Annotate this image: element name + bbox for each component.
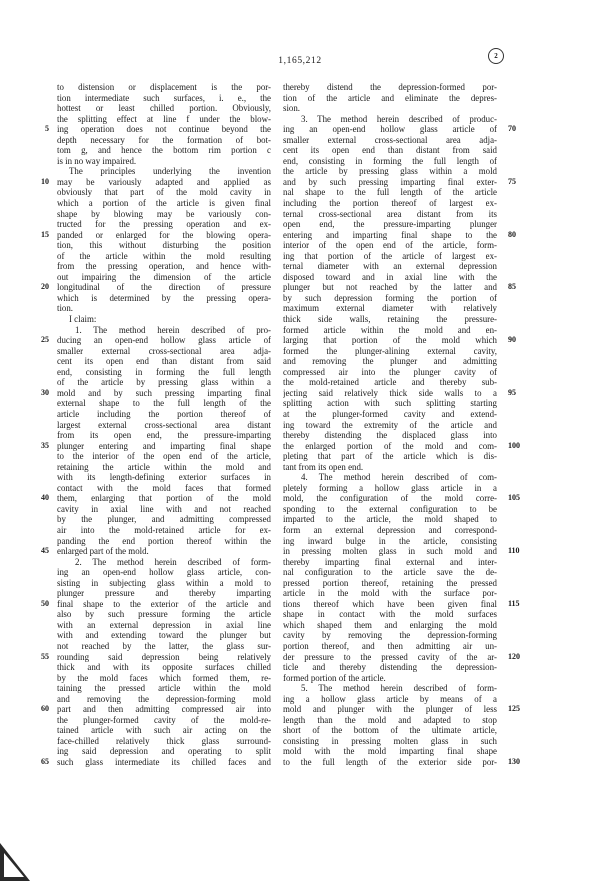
text-line: I claim:: [69, 314, 97, 325]
text-line: nal shape to the full length of the article: [283, 187, 497, 198]
text-line: is in no way impaired.: [57, 155, 137, 166]
text-line: ing a hollow glass article by means of a: [283, 693, 497, 704]
text-line: 3. The method herein described of produc-: [301, 113, 497, 124]
text-line: ing said depression and operating to split: [57, 746, 271, 757]
text-line: sponding to the external configuration to be: [283, 503, 497, 514]
text-line: tion.: [57, 303, 74, 314]
line-number: 20: [41, 282, 49, 292]
text-line: article in the mold with the surface por-: [283, 588, 497, 599]
line-number: 100: [508, 440, 520, 450]
text-line: length than the mold and adapted to stop: [283, 714, 497, 725]
text-line: tions thereof which have been given final: [283, 598, 497, 609]
text-line: open end, the pressure-imparting plunger: [283, 219, 497, 230]
line-number: 45: [41, 546, 49, 556]
text-line: plunger pressure and thereby imparting: [57, 588, 271, 599]
text-line: jecting said relatively thick side walls to a: [283, 387, 497, 398]
text-line: tructed for the pressing operation and ex-: [57, 219, 271, 230]
text-line: shape by blowing may be variously con-: [57, 208, 271, 219]
text-line: form an external depression and correspond-: [283, 524, 497, 535]
text-line: may be variously adapted and applied as: [57, 176, 271, 187]
text-line: which is determined by the pressing opera-: [57, 292, 271, 303]
text-line: pressed portion thereof, retaining the pressed: [283, 577, 497, 588]
text-line: by such depression forming the portion of: [283, 292, 497, 303]
corner-mark-icon: [0, 843, 30, 881]
text-line: splitting action with such splitting starting: [283, 398, 497, 409]
text-line: ternal diameter with an external depression: [283, 261, 497, 272]
text-line: enlarged part of the mold.: [57, 546, 149, 557]
text-line: thick side walls, retaining the pressure-: [283, 314, 497, 325]
text-line: tained article with such air acting on the: [57, 725, 271, 736]
text-line: thereby imparting final external and inter-: [283, 556, 497, 567]
line-number: 105: [508, 493, 520, 503]
text-line: disposed toward and in axial line with the: [283, 271, 497, 282]
text-line: out impairing the dimension of the article: [57, 271, 271, 282]
text-line: maximum external diameter with relatively: [283, 303, 497, 314]
text-line: ing inward bulge in the article, consisting: [283, 535, 497, 546]
right-text-column: [283, 82, 497, 768]
text-line: thereby distend the depression-formed por-: [283, 82, 497, 92]
text-line: 4. The method herein described of com-: [301, 472, 497, 483]
patent-number: 1,165,212: [278, 56, 322, 66]
text-line: end, consisting in forming the full length: [57, 366, 271, 377]
text-line: which a portion of the article is given final: [57, 198, 271, 209]
text-line: formed the plunger-alining external cavity,: [283, 345, 497, 356]
text-line: and removing the plunger and admitting: [283, 356, 497, 367]
text-line: ing that portion of the article of largest ex-: [283, 250, 497, 261]
text-line: contact with the mold faces that formed: [57, 482, 271, 493]
line-number: 35: [41, 440, 49, 450]
line-number: 60: [41, 704, 49, 714]
line-number: 10: [41, 176, 49, 186]
text-line: thereby distending the displaced glass into: [283, 430, 497, 441]
line-number: 40: [41, 493, 49, 503]
text-line: taining the pressed article within the mold: [57, 683, 271, 694]
text-line: largest external cross-sectional area distant: [57, 419, 271, 430]
text-line: cent its open end than distant from said: [57, 356, 271, 367]
text-line: the plunger-formed cavity of the mold-re-: [57, 714, 271, 725]
text-line: nal configuration to the article save the de-: [283, 567, 497, 578]
text-line: portion thereof, and then admitting air un-: [283, 640, 497, 651]
text-line: from its open end, the pressure-imparting: [57, 430, 271, 441]
text-line: pleting that part of the article which is dis-: [283, 451, 497, 462]
text-line: entering and imparting final shape to the: [283, 229, 497, 240]
line-number: 25: [41, 335, 49, 345]
text-line: compressed air into the plunger cavity of: [283, 366, 497, 377]
text-line: with and extending toward the plunger but: [57, 630, 271, 641]
text-line: by the plunger, and admitting compressed: [57, 514, 271, 525]
text-line: ing an open-end hollow glass article of: [283, 124, 497, 135]
line-number: 125: [508, 704, 520, 714]
line-number: 80: [508, 229, 516, 239]
line-number: 5: [45, 124, 49, 134]
text-line: der pressure to the pressed cavity of the ar-: [283, 651, 497, 662]
text-line: them, enlarging that portion of the mold: [57, 493, 271, 504]
text-line: in pressing molten glass in such mold and: [283, 546, 497, 557]
line-number: 15: [41, 229, 49, 239]
text-line: longitudinal of the direction of pressure: [57, 282, 271, 293]
text-line: cent its open end than distant from said: [283, 145, 497, 156]
text-line: hottest or least chilled portion. Obviously,: [57, 103, 271, 114]
text-line: of the article by pressing glass within a: [57, 377, 271, 388]
text-line: tom g, and hence the bottom rim portion c: [57, 145, 271, 156]
text-line: smaller external cross-sectional area adja-: [57, 345, 271, 356]
text-line: panding the end portion thereof within the: [57, 535, 271, 546]
text-line: to the interior of the open end of the article,: [57, 451, 271, 462]
text-line: plunger but not reached by the latter and: [283, 282, 497, 293]
text-line: sisting in subjecting glass within a mold to: [57, 577, 271, 588]
line-number: 50: [41, 598, 49, 608]
text-line: tion of the article and eliminate the depres-: [283, 92, 497, 103]
text-line: not reached by the latter, the glass sur-: [57, 640, 271, 651]
text-line: formed article within the mold and en-: [283, 324, 497, 335]
text-line: air into the mold-retained article for ex-: [57, 524, 271, 535]
text-line: part and then admitting compressed air into: [57, 704, 271, 715]
text-line: larging that portion of the mold which: [283, 335, 497, 346]
text-line: obviously that part of the mold cavity in: [57, 187, 271, 198]
text-line: by the mold faces which formed them, re-: [57, 672, 271, 683]
text-line: including the portion thereof of largest ex-: [283, 198, 497, 209]
text-line: panded or enlarged for the blowing opera-: [57, 229, 271, 240]
text-line: cavity in axial line with and not reached: [57, 503, 271, 514]
text-line: pletely forming a hollow glass article in a: [283, 482, 497, 493]
text-line: the enlarged portion of the mold and com-: [283, 440, 497, 451]
text-line: mold with the mold imparting final shape: [283, 746, 497, 757]
line-number: 90: [508, 335, 516, 345]
text-line: plunger entering and imparting final shape: [57, 440, 271, 451]
text-line: short of the bottom of the ultimate article,: [283, 725, 497, 736]
text-line: thick and with its opposite surfaces chilled: [57, 662, 271, 673]
text-line: at the plunger-formed cavity and extend-: [283, 408, 497, 419]
text-line: mold and plunger with the plunger of less: [283, 704, 497, 715]
text-line: cavity by removing the depression-forming: [283, 630, 497, 641]
text-line: ing an open-end hollow glass article, con-: [57, 567, 271, 578]
text-line: 2. The method herein described of form-: [75, 556, 271, 567]
text-line: ing toward the extremity of the article and: [283, 419, 497, 430]
text-line: such glass intermediate its chilled faces and: [57, 757, 271, 767]
text-line: mold, the configuration of the mold corre-: [283, 493, 497, 504]
line-number: 30: [41, 387, 49, 397]
left-text-column: [57, 82, 271, 768]
line-number: 65: [41, 757, 49, 767]
line-number: 70: [508, 124, 516, 134]
text-line: to the full length of the exterior side por-: [283, 757, 497, 767]
text-line: formed portion of the article.: [283, 672, 386, 683]
text-line: ing operation does not continue beyond the: [57, 124, 271, 135]
text-line: retaining the article within the mold and: [57, 461, 271, 472]
text-line: article including the portion thereof of: [57, 408, 271, 419]
text-line: 5. The method herein described of form-: [301, 683, 497, 694]
text-line: the mold-retained article and thereby sub-: [283, 377, 497, 388]
text-line: external shape to the full length of the: [57, 398, 271, 409]
text-line: to distension or displacement is the por-: [57, 82, 271, 92]
text-line: of the article within the mold resulting: [57, 250, 271, 261]
text-line: ducing an open-end hollow glass article of: [57, 335, 271, 346]
line-number: 95: [508, 387, 516, 397]
text-line: tion, this without disturbing the position: [57, 240, 271, 251]
text-line: end, consisting in forming the full length of: [283, 155, 497, 166]
line-number: 55: [41, 651, 49, 661]
text-line: interior of the open end of the article, form-: [283, 240, 497, 251]
text-line: which shaped them and enlarging the mold: [283, 619, 497, 630]
text-line: ternal cross-sectional area distant from its: [283, 208, 497, 219]
text-line: face-chilled relatively thick glass surround-: [57, 735, 271, 746]
text-line: rounding said depression being relatively: [57, 651, 271, 662]
text-line: tion intermediate such surfaces, i. e., the: [57, 92, 271, 103]
text-line: The principles underlying the invention: [69, 166, 271, 177]
text-line: smaller external cross-sectional area adja-: [283, 134, 497, 145]
text-line: consisting in pressing molten glass in such: [283, 735, 497, 746]
line-number: 85: [508, 282, 516, 292]
line-number: 110: [508, 546, 520, 556]
text-line: final shape to the exterior of the article and: [57, 598, 271, 609]
line-number: 130: [508, 757, 520, 767]
line-number: 120: [508, 651, 520, 661]
text-line: with its length-defining exterior surfaces in: [57, 472, 271, 483]
text-line: tant from its open end.: [283, 461, 364, 472]
page-seal-icon: 2: [488, 48, 504, 64]
text-line: also by such pressure forming the article: [57, 609, 271, 620]
text-line: sion.: [283, 103, 301, 114]
text-line: shape in contact with the mold surfaces: [283, 609, 497, 620]
text-line: the splitting effect at line f under the blow-: [57, 113, 271, 124]
text-line: the article by pressing glass within a mold: [283, 166, 497, 177]
line-number: 75: [508, 176, 516, 186]
text-line: ticle and thereby distending the depression-: [283, 662, 497, 673]
text-line: mold and by such pressing imparting final: [57, 387, 271, 398]
text-line: and by such pressing imparting final exter-: [283, 176, 497, 187]
line-number: 115: [508, 598, 520, 608]
text-line: from the pressing operation, and hence with-: [57, 261, 271, 272]
text-line: with an external depression in axial line: [57, 619, 271, 630]
text-line: imparted to the article, the mold shaped to: [283, 514, 497, 525]
text-line: 1. The method herein described of pro-: [75, 324, 271, 335]
text-line: depth necessary for the formation of bot-: [57, 134, 271, 145]
text-line: and removing the depression-forming mold: [57, 693, 271, 704]
